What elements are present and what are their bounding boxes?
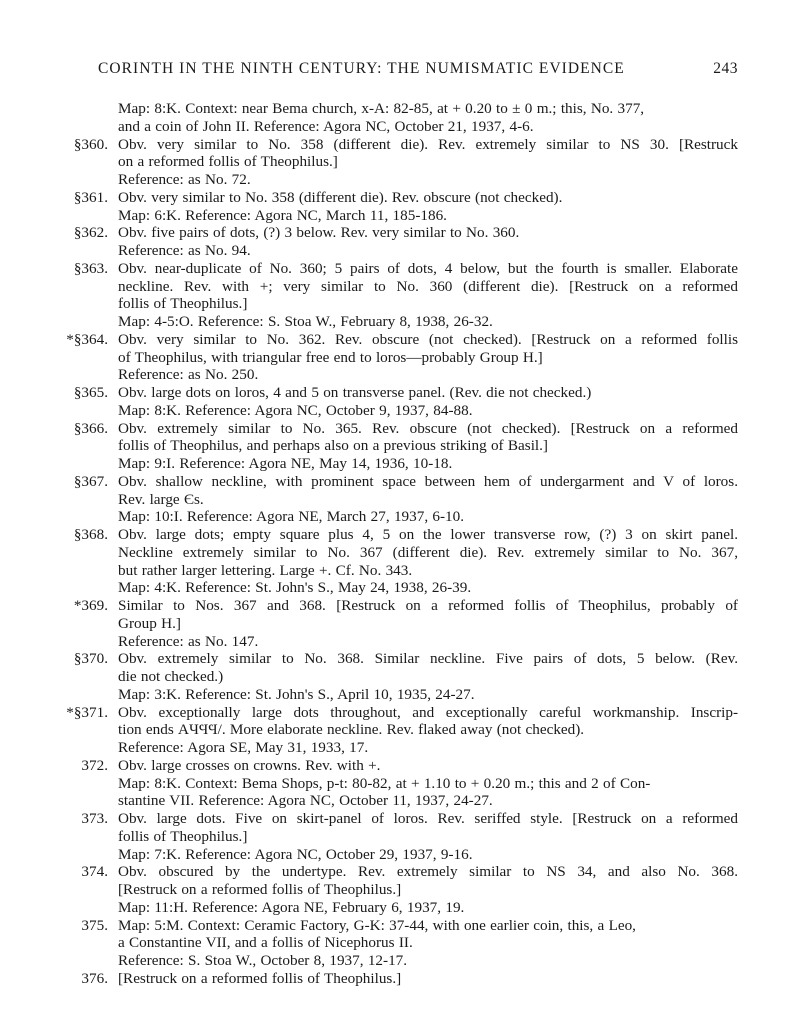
entry-line: die not checked.) [118, 668, 224, 685]
entry-line: Map: 7:K. Reference: Agora NC, October 29, 1937, 9-16. [118, 845, 473, 863]
entry-line: Reference: as No. 72. [118, 171, 251, 188]
entry-line: Map: 4:K. Reference: St. John's S., May 24, 1938, 26-39. [118, 579, 472, 597]
entry-first-line: Obv. large dots; empty square plus 4, 5 on the lower transverse row, (?) 3 on skirt panel. [118, 526, 738, 543]
entry-line: Map: 4-5:O. Reference: S. Stoa W., February 8, 1938, 26-32. [118, 313, 493, 330]
entry-first-line: Obv. exceptionally large dots throughout, and exceptionally careful workmanship. Inscrip- [118, 703, 738, 721]
entry-number: 376. [81, 969, 108, 987]
entry-number: *369. [73, 597, 108, 614]
entry-line: but rather larger lettering. Large +. Cf. No. 343. [118, 561, 413, 579]
entry-line: Reference: as No. 147. [118, 632, 259, 650]
entry-line: [Restruck on a reformed follis of Theophilus.] [118, 881, 402, 898]
entry-number: §361. [73, 188, 108, 206]
entry-number: §362. [73, 224, 108, 242]
entry-first-line: Map: 5:M. Context: Ceramic Factory, G-K: 37-44, with one earlier coin, this, a Leo, [118, 916, 636, 934]
entry-number: 373. [81, 810, 108, 827]
entry-line: Reference: Agora SE, May 31, 1933, 17. [118, 739, 369, 756]
entry-first-line: Obv. very similar to No. 358 (different die). Rev. extremely similar to NS 30. [Restruck [118, 135, 738, 153]
entry-first-line: Obv. large dots on loros, 4 and 5 on transverse panel. (Rev. die not checked.) [118, 384, 592, 401]
entry-number: §366. [73, 419, 108, 437]
entry-first-line: Obv. obscured by the undertype. Rev. extremely similar to NS 34, and also No. 368. [118, 863, 738, 881]
entry-line: Group H.] [118, 614, 181, 632]
entry-line: Map: 8:K. Context: Bema Shops, p-t: 80-82, at + 1.10 to + 0.20 m.; this and 2 of Con- [118, 774, 651, 792]
entry-line: Map: 10:I. Reference: Agora NE, March 27, 1937, 6-10. [118, 508, 465, 526]
entry-number: *§371. [66, 703, 108, 721]
entry-line: stantine VII. Reference: Agora NC, October 11, 1937, 24-27. [118, 792, 493, 810]
entry-first-line: Obv. large dots. Five on skirt-panel of loros. Rev. seriffed style. [Restruck on a reformed [118, 810, 738, 827]
entry-line: Neckline extremely similar to No. 367 (different die). Rev. extremely similar to No. 367, [118, 543, 738, 561]
entry-number: §360. [73, 135, 108, 153]
entry-line: Reference: as No. 250. [118, 366, 259, 384]
entry-line: Map: 6:K. Reference: Agora NC, March 11, 185-186. [118, 206, 447, 224]
entry-first-line: Obv. five pairs of dots, (?) 3 below. Rev. very similar to No. 360. [118, 224, 520, 242]
entry-first-line: [Restruck on a reformed follis of Theophilus.] [118, 969, 402, 987]
entry-first-line: Obv. near-duplicate of No. 360; 5 pairs of dots, 4 below, but the fourth is smaller. Elaborate [118, 259, 738, 277]
entry-line: Map: 3:K. Reference: St. John's S., April 10, 1935, 24-27. [118, 685, 475, 703]
entry-first-line: Map: 8:K. Context: near Bema church, x-A: 82-85, at + 0.20 to ± 0 m.; this, No. 377, [118, 100, 645, 117]
entry-number: 375. [81, 916, 108, 934]
entry-number: §370. [73, 650, 108, 668]
entry-number: 374. [81, 863, 108, 881]
entry-line: follis of Theophilus.] [118, 827, 248, 845]
entry-number: §368. [73, 526, 108, 543]
entry-number: §367. [73, 472, 108, 490]
entry-line: Reference: as No. 94. [118, 242, 251, 259]
entry-line: tion ends ΑЧϤϤ/. More elaborate neckline. Rev. flaked away (not checked). [118, 721, 585, 739]
running-head-title: CORINTH IN THE NINTH CENTURY: THE NUMISMATIC EVIDENCE [98, 60, 625, 77]
entry-first-line: Similar to Nos. 367 and 368. [Restruck on a reformed follis of Theophilus, probably of [118, 597, 738, 614]
entry-line: follis of Theophilus, and perhaps also on a previous striking of Basil.] [118, 437, 548, 455]
entry-first-line: Obv. extremely similar to No. 368. Similar neckline. Five pairs of dots, 5 below. (Rev. [118, 650, 738, 668]
entry-line: and a coin of John II. Reference: Agora NC, October 21, 1937, 4-6. [118, 117, 534, 135]
entry-first-line: Obv. very similar to No. 362. Rev. obscure (not checked). [Restruck on a reformed follis [118, 330, 738, 348]
entry-first-line: Obv. extremely similar to No. 365. Rev. obscure (not checked). [Restruck on a reformed [118, 419, 738, 437]
entry-line: follis of Theophilus.] [118, 295, 248, 313]
entry-line: on a reformed follis of Theophilus.] [118, 153, 338, 171]
entry-first-line: Obv. very similar to No. 358 (different die). Rev. obscure (not checked). [118, 188, 563, 206]
entry-line: Map: 9:I. Reference: Agora NE, May 14, 1936, 10-18. [118, 455, 453, 472]
entry-first-line: Obv. shallow neckline, with prominent space between hem of undergarment and V of loros. [118, 472, 738, 490]
page-number: 243 [713, 60, 738, 77]
entry-number: §365. [73, 384, 108, 401]
entry-line: neckline. Rev. with +; very similar to No. 360 (different die). [Restruck on a reformed [118, 277, 738, 295]
entry-line: of Theophilus, with triangular free end to loros—probably Group H.] [118, 348, 543, 366]
entry-number: 372. [81, 756, 108, 774]
entry-line: Map: 11:H. Reference: Agora NE, February 6, 1937, 19. [118, 898, 465, 916]
entry-line: Reference: S. Stoa W., October 8, 1937, 12-17. [118, 952, 408, 969]
entry-line: Rev. large Єs. [118, 490, 204, 508]
running-head [98, 60, 738, 82]
entry-number: *§364. [66, 330, 108, 348]
entry-line: Map: 8:K. Reference: Agora NC, October 9, 1937, 84-88. [118, 401, 473, 419]
entry-first-line: Obv. large crosses on crowns. Rev. with +. [118, 756, 381, 774]
entry-number: §363. [73, 259, 108, 277]
entry-line: a Constantine VII, and a follis of Nicephorus II. [118, 934, 413, 952]
